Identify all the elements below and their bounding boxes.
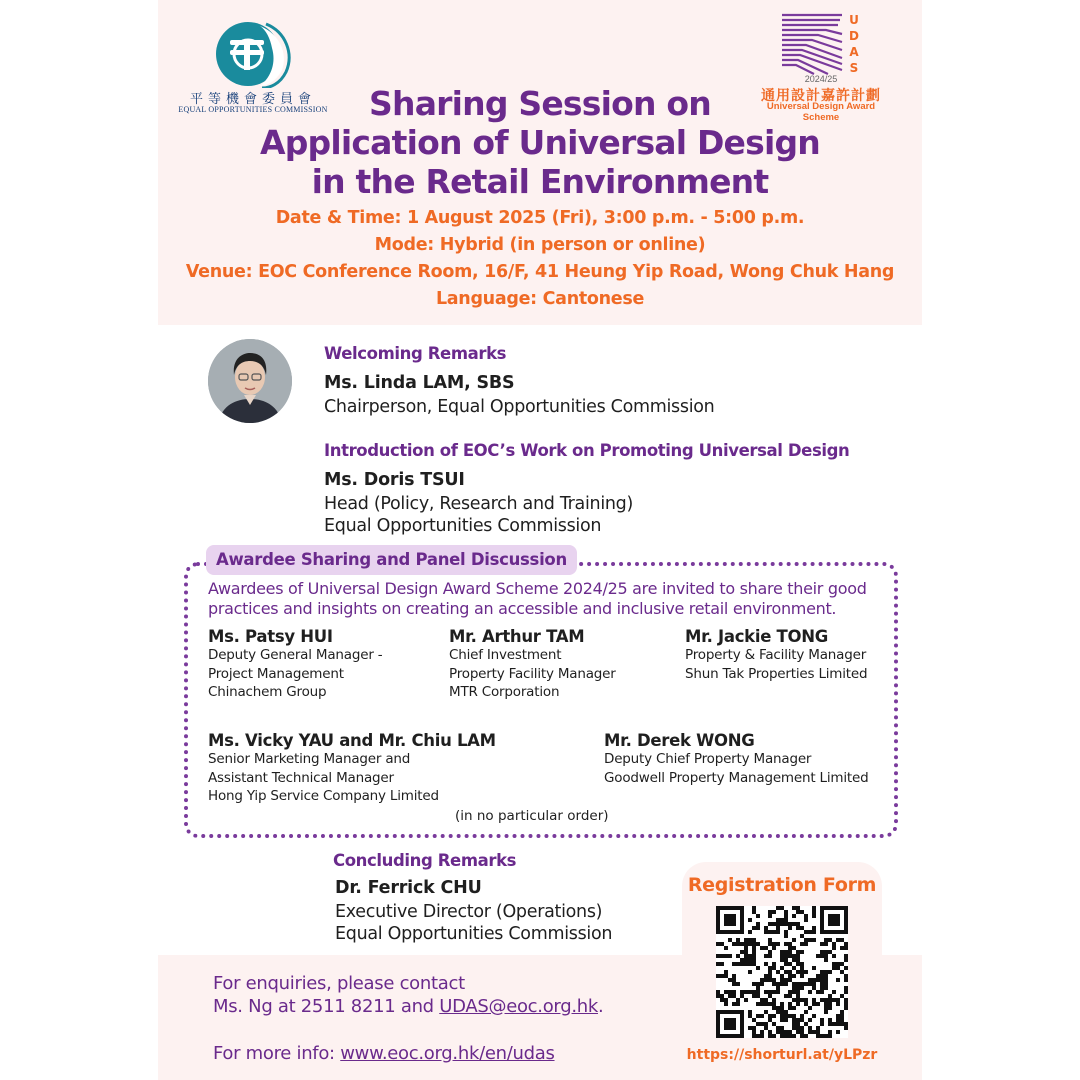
awardee-detail: Senior Marketing Manager and xyxy=(208,751,411,767)
awardee-detail: Chief Investment xyxy=(449,647,562,663)
udas-letter-s: S xyxy=(849,61,859,75)
udas-name-en: Universal Design Award Scheme xyxy=(766,101,876,123)
awardee-detail: Goodwell Property Management Limited xyxy=(604,769,869,786)
more-info-line xyxy=(213,1042,555,1065)
welcome-speaker-role: Chairperson, Equal Opportunities Commission xyxy=(324,397,715,417)
enquiry-phone-text: Ms. Ng at 2511 8211 and xyxy=(213,996,440,1017)
enquiry-line-1: For enquiries, please contact xyxy=(213,973,465,994)
awardee-detail: Shun Tak Properties Limited xyxy=(685,665,868,682)
concluding-speaker-name: Dr. Ferrick CHU xyxy=(335,878,482,898)
concluding-speaker-role-2: Equal Opportunities Commission xyxy=(335,924,613,944)
awardee-card xyxy=(208,731,496,806)
awardee-name: Mr. Arthur TAM xyxy=(449,627,585,646)
eoc-logo xyxy=(210,20,292,88)
more-info-label: For more info: xyxy=(213,1043,341,1064)
panel-intro-line-2: practices and insights on creating an accessible and inclusive retail environment. xyxy=(208,599,837,618)
udas-letter-u: U xyxy=(849,13,859,27)
enquiry-suffix: . xyxy=(597,996,604,1017)
event-language: Language: Cantonese xyxy=(435,289,645,309)
registration-title: Registration Form xyxy=(687,874,877,896)
enquiry-line-2 xyxy=(213,995,603,1018)
udas-logo xyxy=(778,12,868,80)
event-datetime: Date & Time: 1 August 2025 (Fri), 3:00 p.m. - 5:00 p.m. xyxy=(275,208,805,228)
panel-tag: Awardee Sharing and Panel Discussion xyxy=(206,545,577,575)
awardee-card xyxy=(685,627,867,683)
awardee-detail: MTR Corporation xyxy=(449,684,560,700)
awardee-name: Mr. Jackie TONG xyxy=(685,627,828,646)
awardee-detail: Property & Facility Manager xyxy=(685,647,867,663)
udas-name-cn: 通用設計嘉許計劃 xyxy=(761,88,881,104)
concluding-speaker-role-1: Executive Director (Operations) xyxy=(335,902,603,922)
event-mode: Mode: Hybrid (in person or online) xyxy=(374,235,706,255)
awardee-detail: Deputy General Manager - xyxy=(208,647,383,663)
awardee-name: Mr. Derek WONG xyxy=(604,731,755,750)
event-title xyxy=(258,84,822,201)
awardee-detail: Project Management xyxy=(208,665,344,682)
awardee-detail: Deputy Chief Property Manager xyxy=(604,751,812,767)
awardee-card xyxy=(604,731,868,787)
qr-code[interactable] xyxy=(716,906,848,1038)
welcome-speaker-name: Ms. Linda LAM, SBS xyxy=(324,373,515,393)
awardee-card xyxy=(449,627,616,702)
intro-speaker-role-1: Head (Policy, Research and Training) xyxy=(324,494,634,514)
intro-heading: Introduction of EOC’s Work on Promoting Universal Design xyxy=(324,441,850,460)
awardee-name: Ms. Patsy HUI xyxy=(208,627,333,646)
eoc-name-cn: 平等機會委員會 xyxy=(189,92,316,107)
enquiry-email-link[interactable]: UDAS@eoc.org.hk xyxy=(439,996,598,1017)
poster xyxy=(158,0,922,1080)
order-note: (in no particular order) xyxy=(455,808,609,824)
eoc-name-en: EQUAL OPPORTUNITIES COMMISSION xyxy=(178,105,328,114)
udas-year: 2024/25 xyxy=(804,74,838,84)
title-line-2: Application of Universal Design xyxy=(259,123,821,162)
intro-speaker-name: Ms. Doris TSUI xyxy=(324,470,465,490)
concluding-heading: Concluding Remarks xyxy=(333,851,517,870)
welcome-heading: Welcoming Remarks xyxy=(324,344,507,363)
awardee-detail: Chinachem Group xyxy=(208,684,327,700)
speaker-photo xyxy=(208,339,292,423)
intro-speaker-role-2: Equal Opportunities Commission xyxy=(324,516,602,536)
registration-url[interactable]: https://shorturl.at/yLPzr xyxy=(686,1047,878,1063)
event-venue: Venue: EOC Conference Room, 16/F, 41 Heung Yip Road, Wong Chuk Hang xyxy=(185,262,895,282)
panel-intro xyxy=(208,579,888,619)
awardee-name: Ms. Vicky YAU and Mr. Chiu LAM xyxy=(208,731,496,750)
awardee-detail: Assistant Technical Manager xyxy=(208,769,394,786)
more-info-link[interactable]: www.eoc.org.hk/en/udas xyxy=(340,1043,555,1064)
awardee-detail: Property Facility Manager xyxy=(449,665,616,682)
title-line-1: Sharing Session on xyxy=(369,84,711,123)
udas-letter-d: D xyxy=(849,29,859,43)
title-line-3: in the Retail Environment xyxy=(311,162,769,201)
udas-letter-a: A xyxy=(849,45,859,59)
panel-intro-line-1: Awardees of Universal Design Award Scheme 2024/25 are invited to share their good xyxy=(208,579,867,598)
awardee-detail: Hong Yip Service Company Limited xyxy=(208,788,439,804)
awardee-card xyxy=(208,627,382,702)
